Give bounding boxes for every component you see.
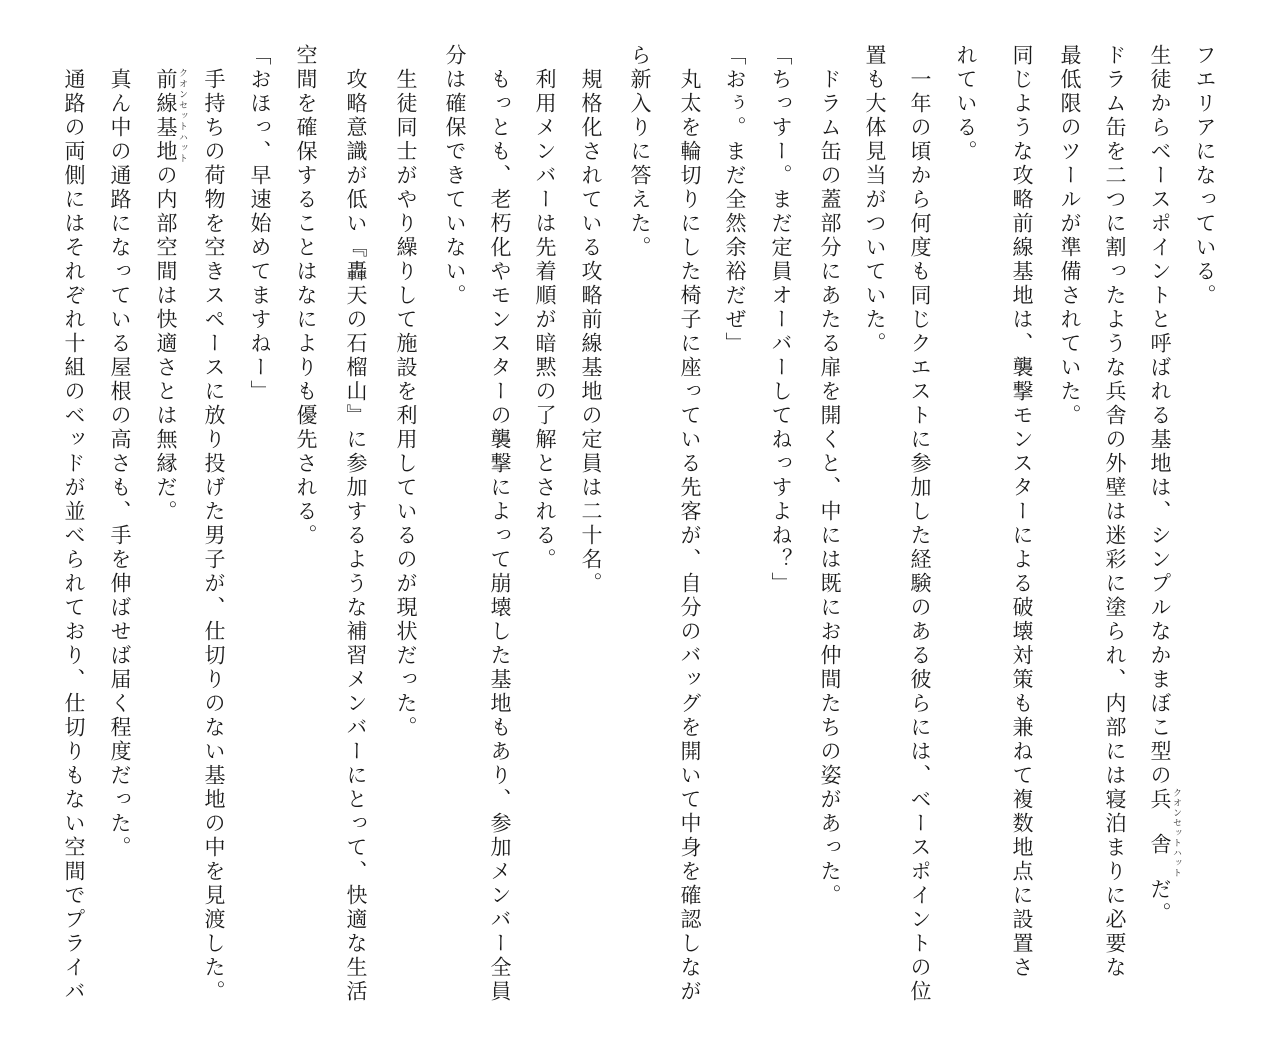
column-text: 最低限のツールが準備されていた。 [1058, 44, 1082, 428]
column-text: 同じような攻略前線基地は、襲撃モンスターによる破壊対策も兼ねて複数地点に設置さ [1010, 44, 1034, 980]
text-column [1190, 44, 1220, 1044]
text-column [1100, 44, 1130, 1044]
text-column [1055, 44, 1085, 1044]
column-text: 空間を確保することはなによりも優先される。 [294, 44, 318, 548]
column-text: 通路の両側にはそれぞれ十組のベッドが並べられており、仕切りもない空間でプライバ [62, 44, 86, 1004]
column-text: 攻略意識が低い『轟天の石榴山』に参加するような補習メンバーにとって、快適な生活 [344, 44, 368, 1004]
text-column [576, 44, 606, 1044]
column-text: 規格化されている攻略前線基地の定員は二十名。 [579, 44, 603, 596]
column-text: 分は確保できていない。 [443, 44, 467, 308]
ruby-base: 兵舎 [1148, 788, 1172, 878]
column-text-after: の内部空間は快適さとは無縁だ。 [154, 164, 178, 524]
column-text: 生徒からベースポイントと呼ばれる基地は、シンプルなかまぼこ型の [1148, 44, 1172, 788]
text-column [766, 44, 796, 1044]
text-column [291, 44, 321, 1044]
text-column [245, 44, 275, 1044]
column-text: フエリアになっている。 [1193, 44, 1217, 308]
text-column [860, 44, 890, 1044]
text-column [1007, 44, 1037, 1044]
column-text: 丸太を輪切りにした椅子に座っている先客が、自分のバッグを開いて中身を確認しなが [678, 44, 702, 1004]
text-column [151, 44, 187, 1044]
text-column [815, 44, 845, 1044]
text-column [105, 44, 135, 1044]
text-column [391, 44, 421, 1044]
text-column [905, 44, 935, 1044]
text-column [341, 44, 371, 1044]
column-text: れている。 [954, 44, 978, 164]
column-text: もっとも、老朽化やモンスターの襲撃によって崩壊した基地もあり、参加メンバー全員 [488, 44, 512, 1004]
column-text: 手持ちの荷物を空きスペースに放り投げた男子が、仕切りのない基地の中を見渡した。 [202, 44, 226, 1004]
column-text [154, 44, 178, 68]
ruby-text: クオンセットハット [177, 68, 187, 164]
text-column [675, 44, 705, 1044]
ruby-base: 前線基地 [154, 68, 178, 164]
column-text: ドラム缶を二つに割ったような兵舎の外壁は迷彩に塗られ、内部には寝泊まりに必要な [1103, 44, 1127, 980]
column-text: 「おぅ。まだ全然余裕だぜ」 [723, 44, 747, 356]
ruby-annotation [154, 68, 187, 164]
text-column [1145, 44, 1181, 1044]
text-column [440, 44, 470, 1044]
text-column [530, 44, 560, 1044]
text-column [485, 44, 515, 1044]
text-column [199, 44, 229, 1044]
column-text: ら新入りに答えた。 [628, 44, 652, 260]
column-text: 置も大体見当がついていた。 [863, 44, 887, 356]
text-column [59, 44, 89, 1044]
column-text: 一年の頃から何度も同じクエストに参加した経験のある彼らには、ベースポイントの位 [908, 44, 932, 1004]
ruby-annotation [1148, 788, 1181, 878]
column-text: 「おほっ、早速始めてますねー」 [248, 44, 272, 404]
column-text-after: だ。 [1148, 878, 1172, 926]
ruby-text: クオンセットハット [1171, 788, 1181, 878]
text-column [625, 44, 655, 1044]
column-text: 「ちっすー。まだ定員オーバーしてねっすよね？」 [769, 44, 793, 596]
column-text: ドラム缶の蓋部分にあたる扉を開くと、中には既にお仲間たちの姿があった。 [818, 44, 842, 908]
text-column [951, 44, 981, 1044]
column-text: 真ん中の通路になっている屋根の高さも、手を伸ばせば届く程度だった。 [108, 44, 132, 860]
text-column [720, 44, 750, 1044]
column-text: 利用メンバーは先着順が暗黙の了解とされる。 [533, 44, 557, 572]
column-text: 生徒同士がやり繰りして施設を利用しているのが現状だった。 [394, 44, 418, 740]
